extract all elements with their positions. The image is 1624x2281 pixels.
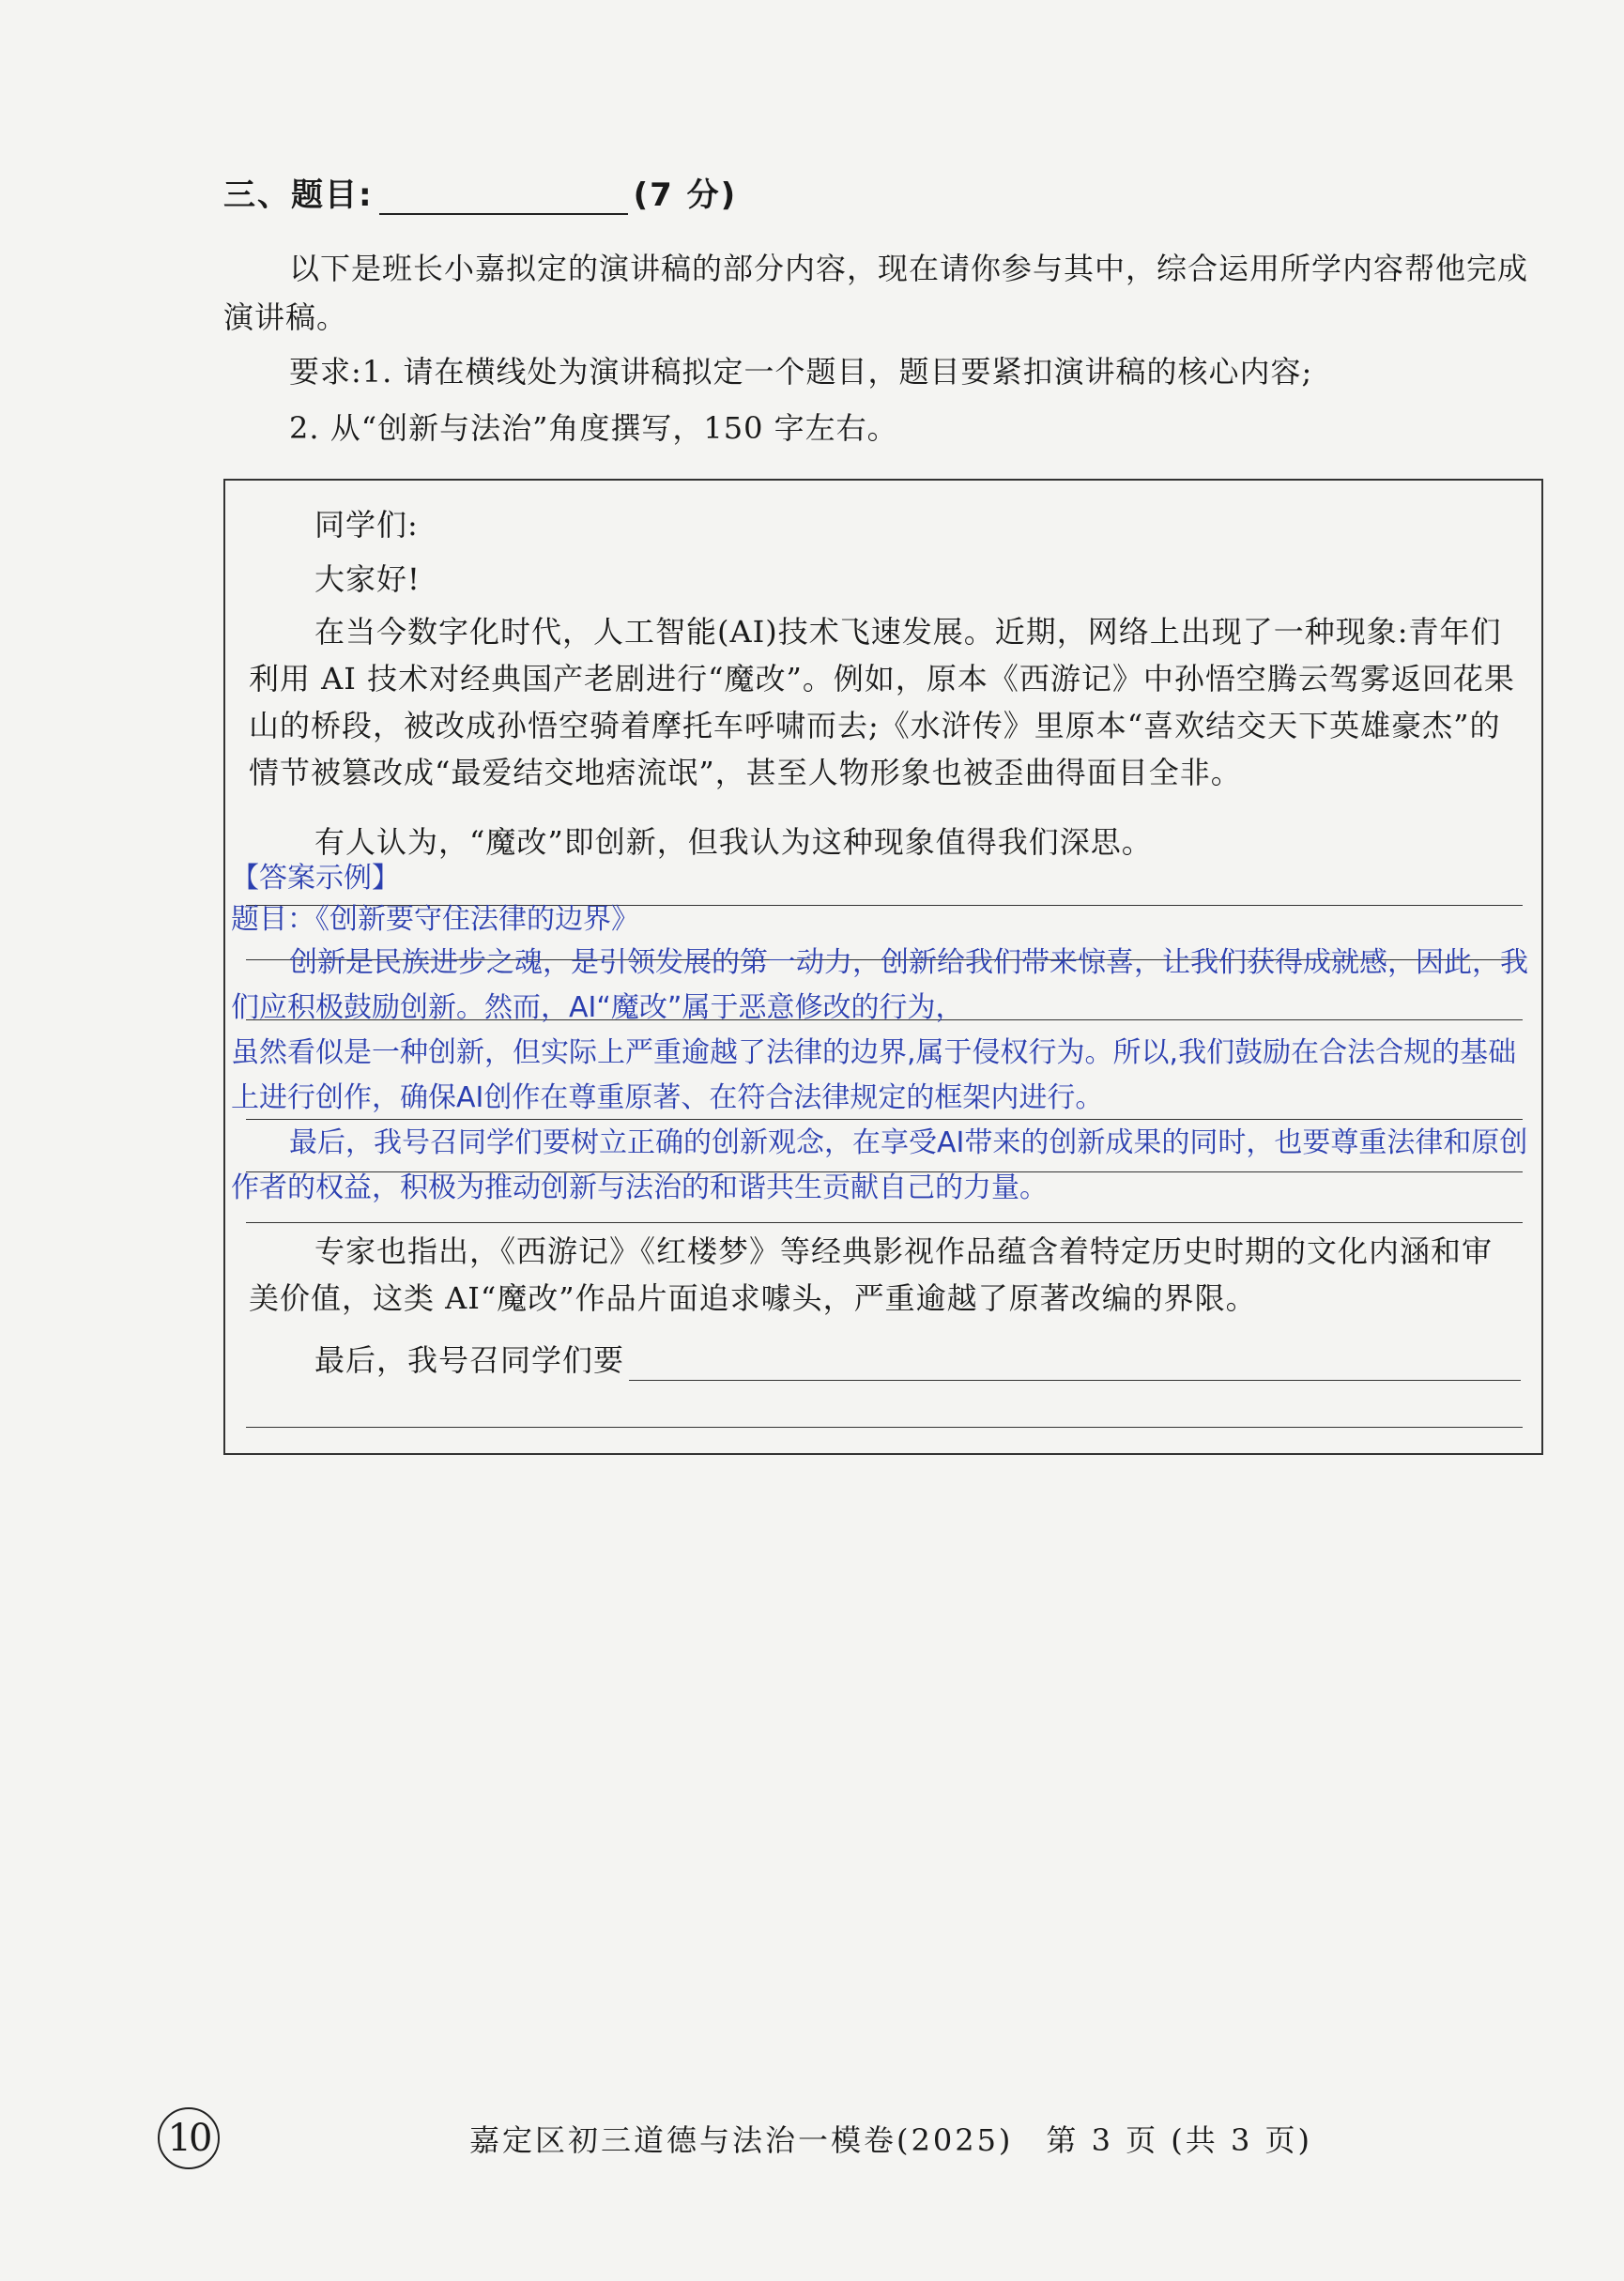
speech-expert: 专家也指出，《西游记》《红楼梦》等经典影视作品蕴含着特定历史时期的文化内涵和审美价值，这类 AI“魔改”作品片面追求噱头，严重逾越了原著改编的界限。	[249, 1233, 1494, 1316]
speech-hello: 大家好!	[314, 561, 421, 597]
answer-title: 题目：《创新要守住法律的边界》	[231, 903, 639, 936]
title-blank-line	[379, 181, 628, 215]
answer-line	[246, 1222, 1523, 1223]
speech-greeting: 同学们:	[314, 507, 419, 543]
answer-paragraph-1: 创新是民族进步之魂，是引领发展的第一动力，创新给我们带来惊喜，让我们获得成就感，因此，我们应积极鼓励创新。然而，AI“魔改”属于恶意修改的行为，	[231, 946, 1528, 1024]
requirement-1: 要求:1. 请在横线处为演讲稿拟定一个题目，题目要紧扣演讲稿的核心内容;	[289, 354, 1313, 390]
intro-paragraph: 以下是班长小嘉拟定的演讲稿的部分内容，现在请你参与其中，综合运用所学内容帮他完成演讲稿。	[223, 251, 1529, 335]
speech-body: 在当今数字化时代，人工智能(AI)技术飞速发展。近期，网络上出现了一种现象:青年们利用 AI 技术对经典国产老剧进行“魔改”。例如，原本《西游记》中孙悟空腾云驾雾返回花果山的桥段，被改成孙悟空骑着摩托车呼啸而去;《水浒传》里原本“喜欢结交天下英雄豪杰”的情节被篡改成“最爱结交地痞流氓”，甚至人物形象也被歪曲得面目全非。	[249, 614, 1515, 790]
section-title: 三、题目:	[223, 176, 374, 214]
section-heading	[223, 169, 737, 215]
answer-label: 【答案示例】	[231, 862, 400, 895]
speech-final: 最后，我号召同学们要	[314, 1342, 625, 1378]
section-score: (7 分)	[633, 176, 738, 214]
page-number-circle: 10	[158, 2107, 220, 2169]
page-footer: 嘉定区初三道德与法治一模卷(2025) 第 3 页 (共 3 页)	[469, 2122, 1312, 2158]
final-blank-line	[629, 1380, 1521, 1381]
speech-box	[223, 479, 1543, 1455]
answer-example	[231, 858, 1536, 1211]
answer-paragraph-3: 最后，我号召同学们要树立正确的创新观念，在享受AI带来的创新成果的同时，也要尊重法律和原创作者的权益，积极为推动创新与法治的和谐共生贡献自己的力量。	[231, 1126, 1528, 1204]
final-answer-line	[246, 1427, 1523, 1428]
answer-paragraph-2: 虽然看似是一种创新，但实际上严重逾越了法律的边界,属于侵权行为。所以,我们鼓励在合法合规的基础上进行创作，确保AI创作在尊重原著、在符合法律规定的框架内进行。	[231, 1036, 1517, 1114]
requirement-2: 2. 从“创新与法治”角度撰写，150 字左右。	[289, 410, 898, 446]
speech-opinion: 有人认为，“魔改”即创新，但我认为这种现象值得我们深思。	[314, 824, 1153, 860]
